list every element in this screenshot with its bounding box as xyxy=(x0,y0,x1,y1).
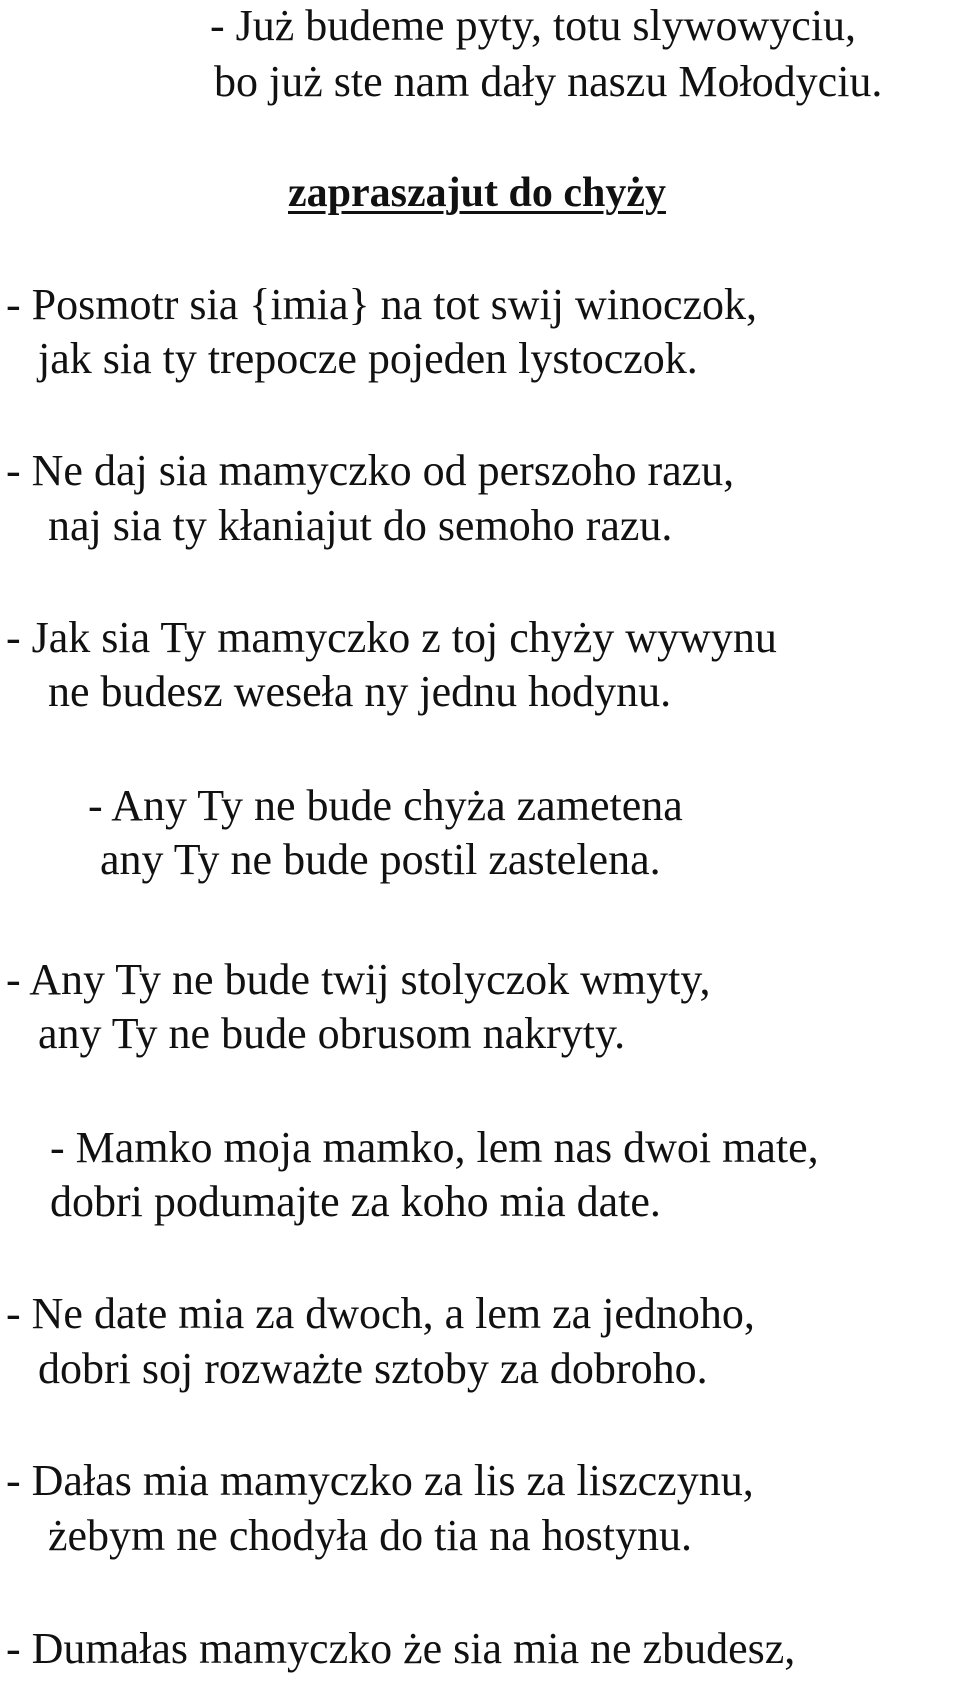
verse-8-line-1: - Ne date mia za dwoch, a lem za jednoho, xyxy=(6,1289,755,1338)
section-heading: zapraszajut do chyży xyxy=(288,170,666,216)
verse-1-line-1: - Już budeme pyty, totu slywowyciu, xyxy=(210,1,857,50)
verse-6-line-2: any Ty ne bude obrusom nakryty. xyxy=(38,1009,626,1058)
verse-2-line-1: - Posmotr sia {imia} na tot swij winoczok, xyxy=(6,280,758,329)
verse-9-line-1: - Dałas mia mamyczko za lis za liszczynu, xyxy=(6,1456,754,1505)
verse-4-line-1: - Jak sia Ty mamyczko z toj chyży wywynu xyxy=(6,613,777,662)
verse-10-line-1: - Dumałas mamyczko że sia mia ne zbudesz, xyxy=(6,1624,796,1673)
verse-8-line-2: dobri soj rozważte sztoby za dobroho. xyxy=(38,1344,708,1393)
verse-9-line-2: żebym ne chodyła do tia na hostynu. xyxy=(48,1511,692,1560)
verse-3-line-2: naj sia ty kłaniajut do semoho razu. xyxy=(48,501,673,550)
verse-7-line-1: - Mamko moja mamko, lem nas dwoi mate, xyxy=(50,1123,819,1172)
verse-3-line-1: - Ne daj sia mamyczko od perszoho razu, xyxy=(6,446,735,495)
verse-6-line-1: - Any Ty ne bude twij stolyczok wmyty, xyxy=(6,955,711,1004)
verse-2-line-2: jak sia ty trepocze pojeden lystoczok. xyxy=(38,334,698,383)
verse-4-line-2: ne budesz weseła ny jednu hodynu. xyxy=(48,667,672,716)
verse-7-line-2: dobri podumajte za koho mia date. xyxy=(50,1177,661,1226)
verse-5-line-1: - Any Ty ne bude chyża zametena xyxy=(88,781,683,830)
verse-1-line-2: bo już ste nam dały naszu Mołodyciu. xyxy=(214,57,883,106)
verse-5-line-2: any Ty ne bude postil zastelena. xyxy=(100,835,661,884)
